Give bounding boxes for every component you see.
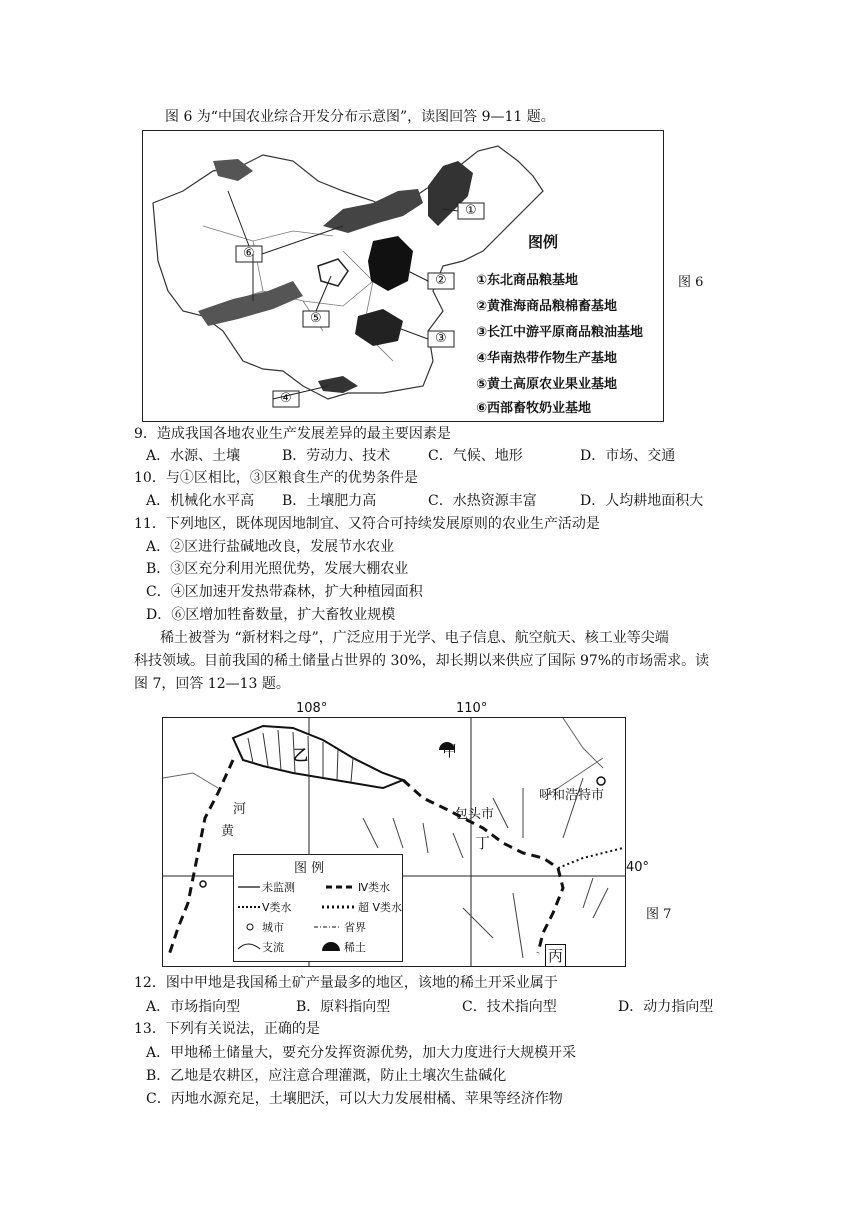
q11-option-b: B．③区充分利用光照优势，发展大棚农业 bbox=[146, 561, 409, 577]
q10-option-a: A．机械化水平高 bbox=[146, 493, 255, 509]
place-ding: 丁 bbox=[475, 834, 491, 852]
fig6-legend-6: ⑥西部畜牧奶业基地 bbox=[476, 401, 592, 416]
q10-option-b: B．土壤肥力高 bbox=[282, 493, 377, 509]
fig7-legend-class4: Ⅳ类水 bbox=[358, 881, 391, 894]
fig7-legend bbox=[233, 854, 403, 962]
fig7-lon-108: 108° bbox=[296, 701, 328, 716]
fig6-legend-1: ①东北商品粮基地 bbox=[476, 273, 579, 288]
q13-option-a: A．甲地稀土储量大，要充分发挥资源优势，加大力度进行大规模开采 bbox=[146, 1045, 577, 1061]
fig6-label: 图 6 bbox=[678, 275, 704, 290]
q12-option-b: B．原料指向型 bbox=[296, 999, 391, 1015]
fig7-legend-unmonitored: 未监测 bbox=[262, 881, 295, 894]
place-huhehaote: 呼和浩特市 bbox=[539, 788, 605, 803]
fig7-legend-border: 省界 bbox=[344, 921, 366, 934]
fig7-legend-tributary: 支流 bbox=[262, 941, 284, 954]
passage-line-1: 稀土被誉为 “新材料之母”，广泛应用于光学、电子信息、航空航天、核工业等尖端 bbox=[160, 630, 669, 646]
q9-stem: 9．造成我国各地农业生产发展差异的最主要因素是 bbox=[134, 426, 451, 442]
marker-4: ④ bbox=[280, 391, 292, 406]
intro-fig6: 图 6 为“中国农业综合开发分布示意图”，读图回答 9—11 题。 bbox=[165, 109, 555, 125]
q12-option-a: A．市场指向型 bbox=[146, 999, 241, 1015]
q13-option-b: B．乙地是农耕区，应注意合理灌溉，防止土壤次生盐碱化 bbox=[146, 1068, 507, 1084]
place-bing: 丙 bbox=[545, 944, 566, 967]
q9-option-c: C．气候、地形 bbox=[428, 448, 523, 464]
q12-stem: 12．图中甲地是我国稀土矿产量最多的地区，该地的稀土开采业属于 bbox=[134, 975, 558, 991]
place-he: 河 bbox=[233, 802, 247, 817]
q9-option-b: B．劳动力、技术 bbox=[282, 448, 391, 464]
fig7-legend-city: 城市 bbox=[262, 921, 284, 934]
fig7-legend-rare-earth: 稀土 bbox=[344, 941, 366, 954]
q10-option-c: C．水热资源丰富 bbox=[428, 493, 537, 509]
q12-option-c: C．技术指向型 bbox=[462, 999, 557, 1015]
q13-option-c: C．丙地水源充足，土壤肥沃，可以大力发展柑橘、苹果等经济作物 bbox=[146, 1091, 563, 1107]
marker-1: ① bbox=[465, 203, 477, 218]
fig7-label: 图 7 bbox=[646, 907, 672, 922]
q13-stem: 13．下列有关说法，正确的是 bbox=[134, 1021, 320, 1037]
place-baotou: 包头市 bbox=[455, 807, 495, 822]
marker-3: ③ bbox=[435, 331, 447, 346]
place-huang: 黄 bbox=[221, 824, 235, 839]
q9-option-a: A．水源、土壤 bbox=[146, 448, 241, 464]
fig7-legend-title: 图 例 bbox=[294, 861, 325, 876]
q12-option-d: D．动力指向型 bbox=[618, 999, 714, 1015]
q11-stem: 11．下列地区，既体现因地制宜、又符合可持续发展原则的农业生产活动是 bbox=[134, 516, 600, 532]
q10-option-d: D．人均耕地面积大 bbox=[580, 493, 704, 509]
fig6-legend-title: 图例 bbox=[528, 233, 559, 251]
fig7-legend-beyond5: 超 Ⅴ类水 bbox=[358, 901, 403, 914]
figure-7-map bbox=[162, 717, 626, 967]
marker-5: ⑤ bbox=[310, 311, 322, 326]
fig7-legend-symbols bbox=[234, 855, 402, 961]
fig6-legend-3: ③长江中游平原商品粮油基地 bbox=[476, 325, 644, 340]
place-yi: 乙 bbox=[293, 746, 309, 764]
place-jia: 甲 bbox=[442, 742, 458, 760]
marker-2: ② bbox=[435, 273, 447, 288]
q9-option-d: D．市场、交通 bbox=[580, 448, 676, 464]
q11-option-d: D．⑥区增加牲畜数量，扩大畜牧业规模 bbox=[146, 607, 396, 623]
passage-line-3: 图 7，回答 12—13 题。 bbox=[134, 676, 290, 692]
q11-option-a: A．②区进行盐碱地改良，发展节水农业 bbox=[146, 539, 395, 555]
figure-6-map bbox=[142, 130, 664, 422]
fig7-lat-40: 40° bbox=[626, 860, 650, 875]
q10-stem: 10．与①区相比，③区粮食生产的优势条件是 bbox=[134, 470, 418, 486]
fig7-legend-class5: Ⅴ类水 bbox=[262, 901, 292, 914]
q11-option-c: C．④区加速开发热带森林，扩大种植园面积 bbox=[146, 584, 423, 600]
marker-6: ⑥ bbox=[243, 246, 255, 261]
fig7-lon-110: 110° bbox=[456, 701, 488, 716]
fig6-legend-4: ④华南热带作物生产基地 bbox=[476, 351, 618, 366]
passage-line-2: 科技领域。目前我国的稀土储量占世界的 30%，却长期以来供应了国际 97%的市场需求。读 bbox=[134, 653, 710, 669]
fig6-legend-5: ⑤黄土高原农业果业基地 bbox=[476, 377, 618, 392]
fig6-legend-2: ②黄淮海商品粮棉畜基地 bbox=[476, 299, 618, 314]
